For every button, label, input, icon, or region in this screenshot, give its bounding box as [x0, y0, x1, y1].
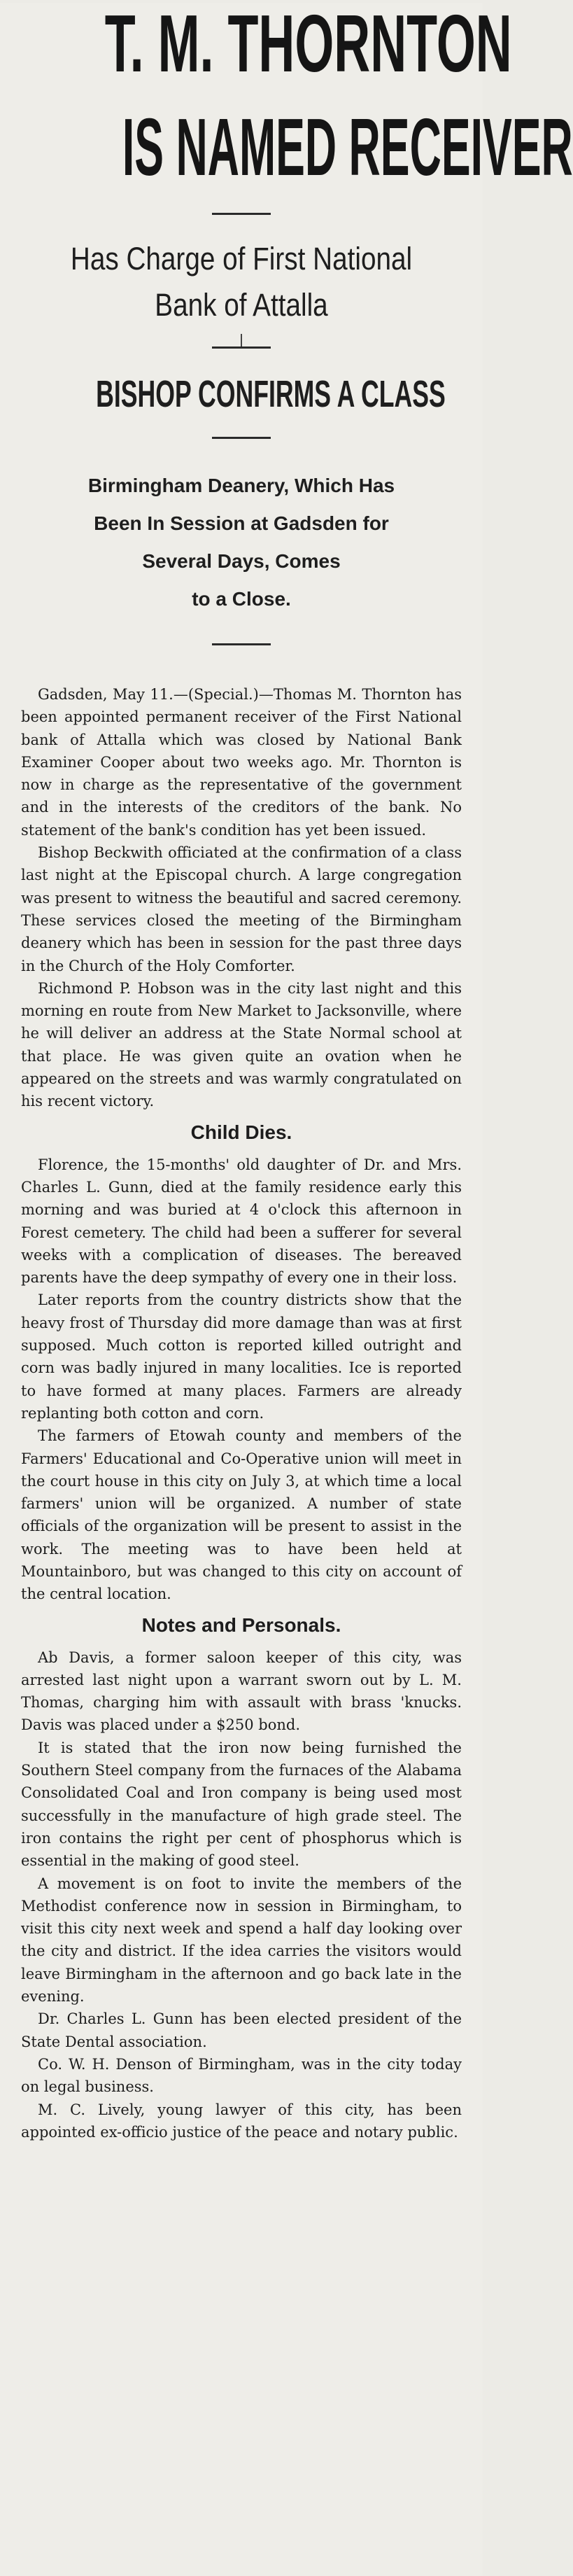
- article-paragraph: M. C. Lively, young lawyer of this city, has been appointed ex-officio justice of the peace and notary public.: [21, 2101, 462, 2141]
- subheadline-line-1: Has Charge of First National: [70, 241, 413, 276]
- article-paragraph: Gadsden, May 11.—(Special.)—Thomas M. Thornton has been appointed permanent receiver of the First National bank of Attalla which was closed by National Bank Examiner Cooper about two weeks ago. Mr. Thornton is now in charge as the representative of the government and in the interests of the creditors of the bank. No statement of the bank's condition has yet been issued.: [21, 686, 462, 839]
- subheadline-deck: [52, 236, 431, 328]
- summary-deck: [21, 467, 462, 618]
- summary-line-1: Birmingham Deanery, Which Has: [87, 475, 395, 496]
- section-heading-child-dies: Child Dies.: [190, 1121, 292, 1143]
- subheadline-line-2: Bank of Attalla: [155, 287, 328, 323]
- article-paragraph: Later reports from the country districts show that the heavy frost of Thursday did more damage than was at first supposed. Much cotton is reported killed outright and corn was badly injured in many localities. Ice is reported to have formed at many places. Farmers are already replanting both cotton and corn.: [21, 1292, 462, 1422]
- article-paragraph: Richmond P. Hobson was in the city last night and this morning en route from New Market to Jacksonville, where he will deliver an address at the State Normal school at that place. He was given quite an ovation when he appeared on the streets and was warmly congratulated on his recent victory.: [21, 979, 462, 1110]
- article-paragraph: Dr. Charles L. Gunn has been elected president of the State Dental association.: [21, 2010, 462, 2050]
- headline-line-2: IS NAMED RECEIVER: [122, 102, 573, 192]
- summary-line-2: Been In Session at Gadsden for: [94, 512, 389, 534]
- divider-rule: [212, 346, 271, 349]
- section-heading-notes: Notes and Personals.: [141, 1614, 341, 1636]
- divider-rule: [212, 213, 271, 215]
- article-paragraph: Co. W. H. Denson of Birmingham, was in the city today on legal business.: [21, 2055, 462, 2096]
- divider-rule: [212, 437, 271, 439]
- article-paragraph: The farmers of Etowah county and members of the Farmers' Educational and Co-Operative union will meet in the court house in this city on July 3, at which time a local farmers' union will be organized. A number of state officials of the organization will be present to assist in the work. The meeting was to have been held at Mountainboro, but was changed to this city on account of the central location.: [21, 1427, 462, 1603]
- article-paragraph: Bishop Beckwith officiated at the confirmation of a class last night at the Episcopal church. A large congregation was present to witness the beautiful and sacred ceremony. These services closed the meeting of the Birmingham deanery which has been in session for the past three days in the Church of the Holy Comforter.: [21, 844, 462, 974]
- summary-line-4: to a Close.: [192, 588, 291, 610]
- article-body: [21, 683, 462, 2143]
- article-paragraph: Florence, the 15-months' old daughter of Dr. and Mrs. Charles L. Gunn, died at the family residence early this morning and was buried at 4 o'clock this afternoon in Forest cemetery. The child had been a sufferer for several weeks with a complication of diseases. The bereaved parents have the deep sympathy of every one in their loss.: [21, 1156, 462, 1287]
- article-paragraph: It is stated that the iron now being furnished the Southern Steel company from the furnaces of the Alabama Consolidated Coal and Iron company is being used most successfully in the manufacture of high grade steel. The iron contains the right per cent of phosphorus which is essential in the making of good steel.: [21, 1739, 462, 1870]
- article-paragraph: A movement is on foot to invite the members of the Methodist conference now in session in Birmingham, to visit this city next week and spend a half day looking over the city and district. If the idea carries the visitors would leave Birmingham in the afternoon and go back late in the evening.: [21, 1875, 462, 2005]
- secondary-headline: BISHOP CONFIRMS A CLASS: [96, 373, 446, 415]
- divider-mark: [241, 334, 242, 346]
- summary-line-3: Several Days, Comes: [142, 550, 341, 572]
- divider-rule: [212, 643, 271, 645]
- article-paragraph: Ab Davis, a former saloon keeper of this city, was arrested last night upon a warrant sworn out by L. M. Thomas, charging him with assault with brass 'knucks. Davis was placed under a $250 bond.: [21, 1648, 462, 1734]
- headline-line-1: T. M. THORNTON: [104, 0, 512, 89]
